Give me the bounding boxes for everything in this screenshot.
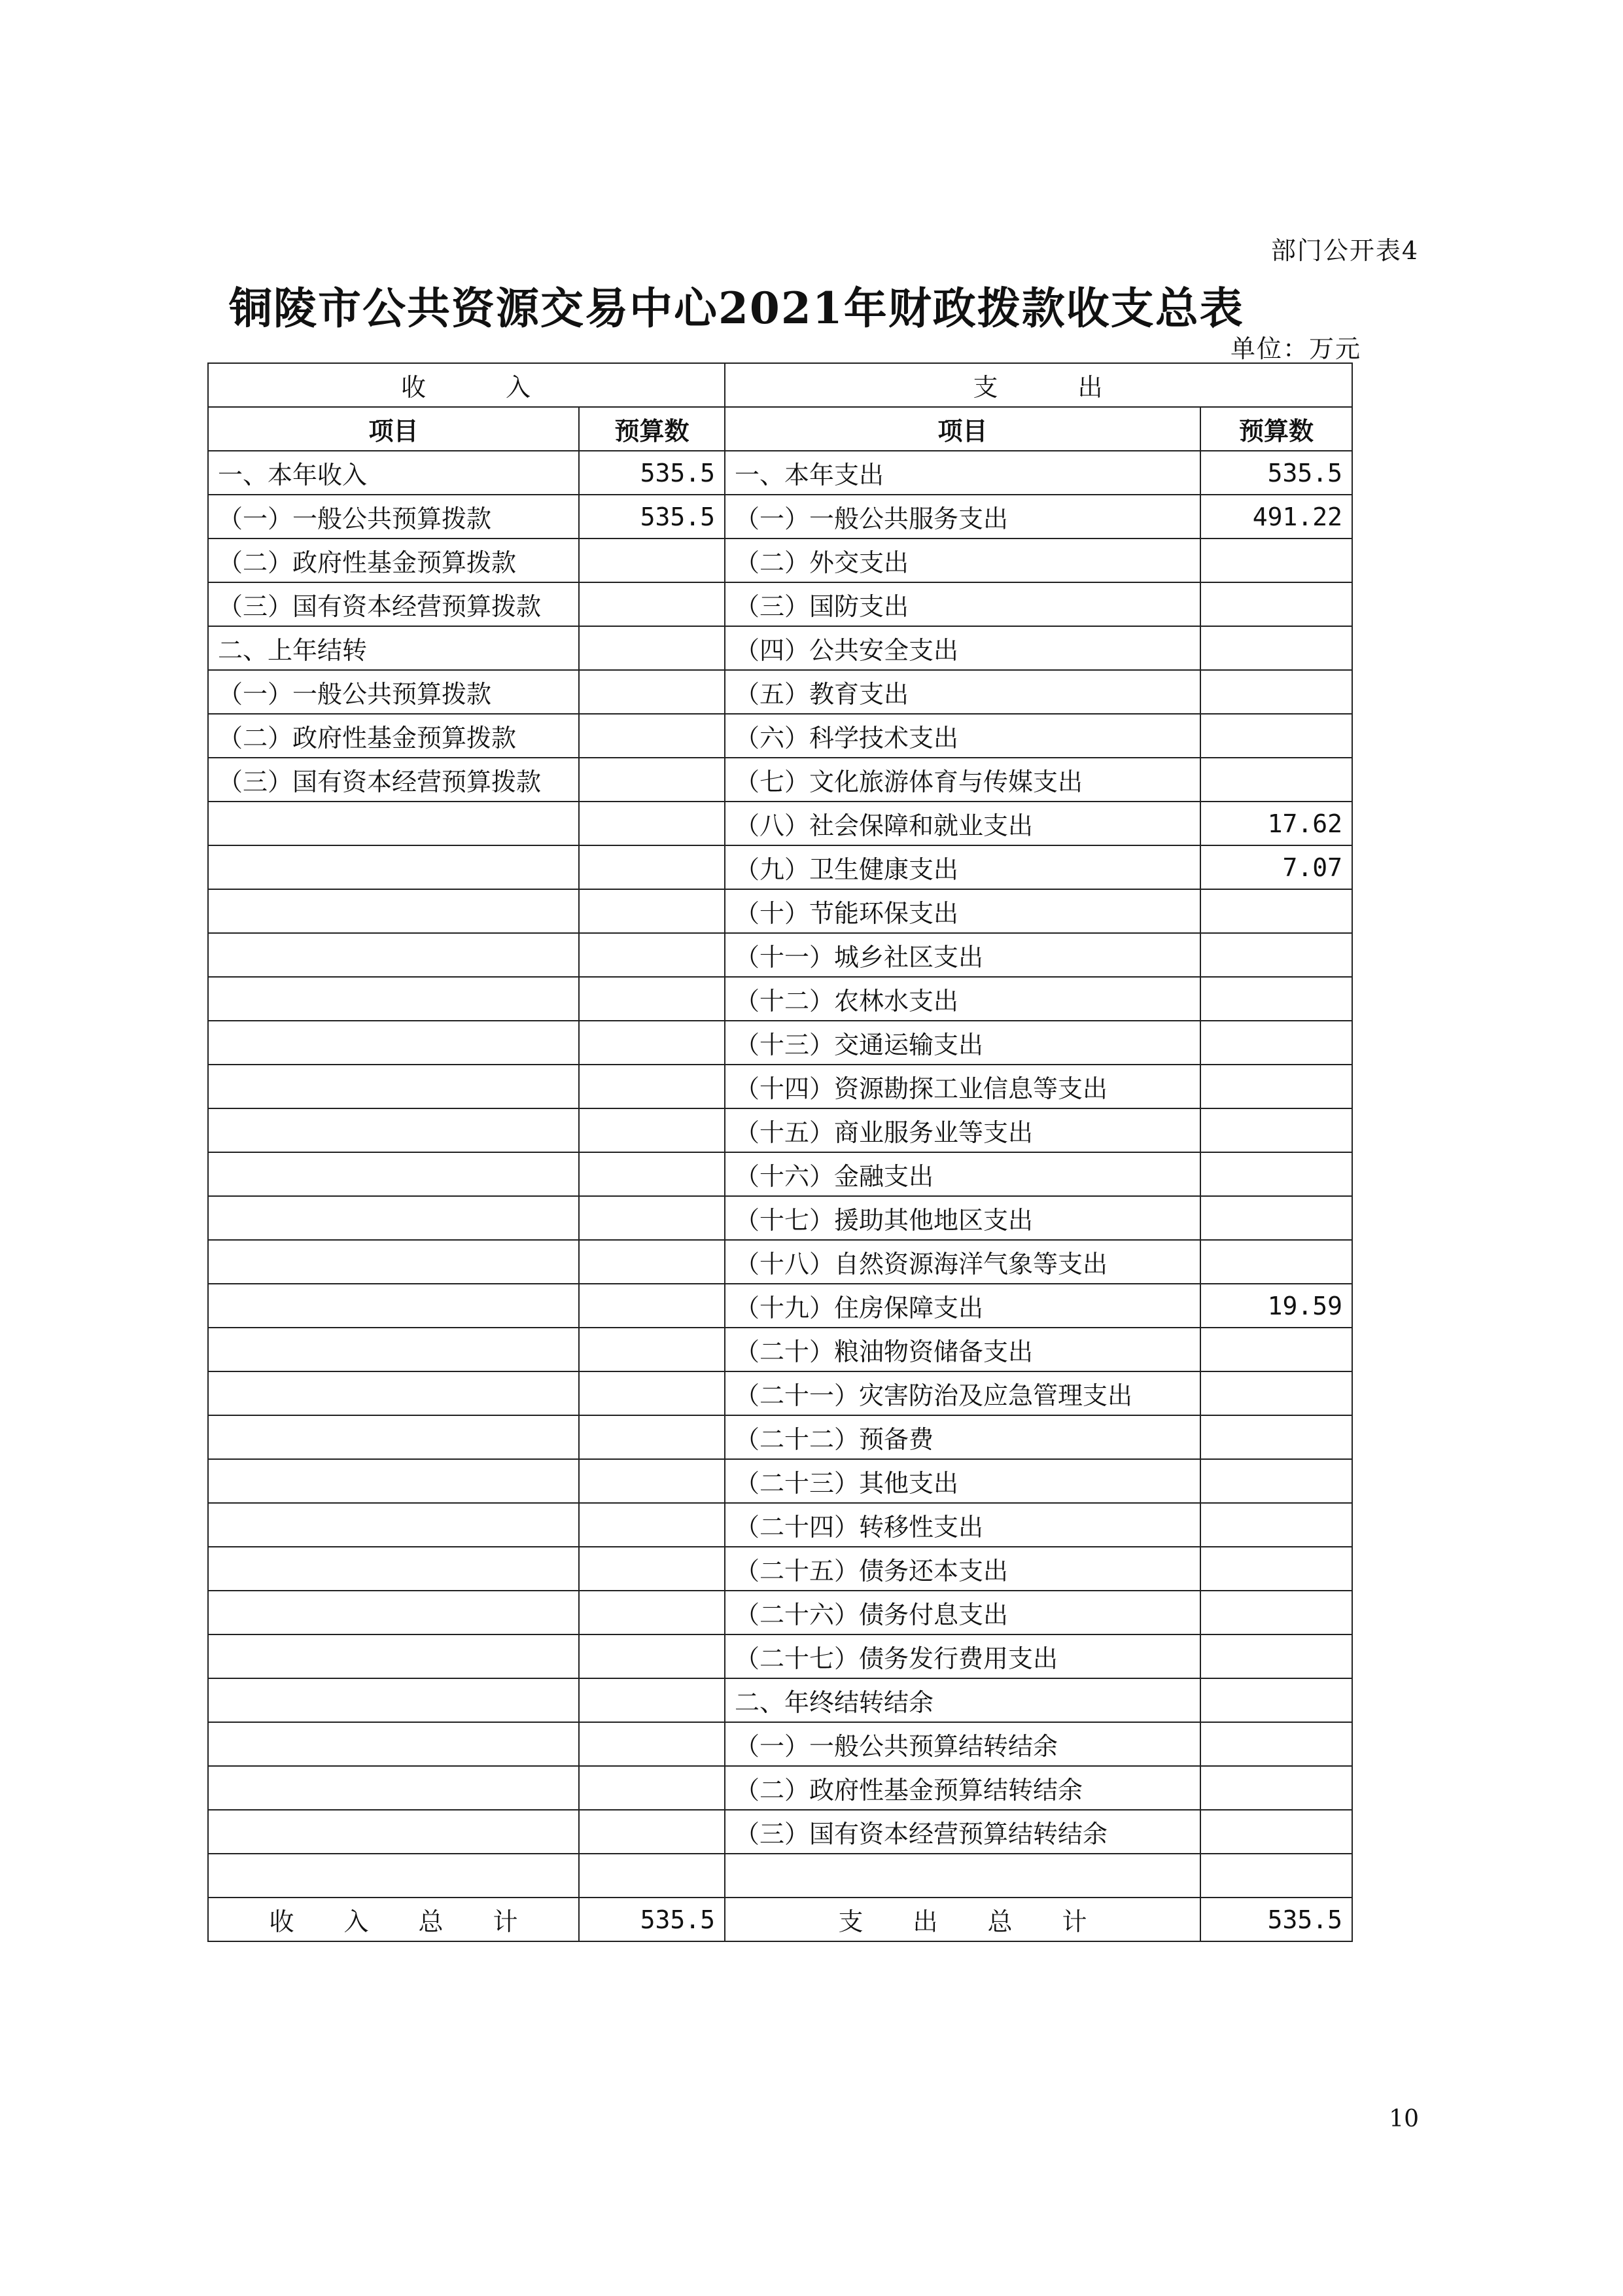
income-value-cell <box>579 1021 725 1065</box>
table-row <box>208 1065 1352 1108</box>
expense-item-cell: （二十一）灾害防治及应急管理支出 <box>725 1371 1200 1415</box>
table-row <box>208 1722 1352 1766</box>
table-row <box>208 1240 1352 1284</box>
page-number: 10 <box>1389 2106 1419 2132</box>
table-row <box>208 626 1352 670</box>
expense-item-cell: （六）科学技术支出 <box>725 714 1200 758</box>
income-item-cell <box>208 1240 579 1284</box>
expense-item-cell: （二十五）债务还本支出 <box>725 1547 1200 1591</box>
expense-value-cell <box>1200 1021 1352 1065</box>
income-value-cell <box>579 1284 725 1328</box>
page-title: 铜陵市公共资源交易中心2021年财政拨款收支总表 <box>229 283 1244 334</box>
income-item-cell <box>208 977 579 1021</box>
expense-value-cell: 535.5 <box>1200 451 1352 495</box>
expense-item-cell <box>725 1854 1200 1898</box>
income-item-cell <box>208 1766 579 1810</box>
expense-item-cell: （十三）交通运输支出 <box>725 1021 1200 1065</box>
expense-value-cell <box>1200 1459 1352 1503</box>
expense-value-cell: 7.07 <box>1200 845 1352 889</box>
income-item-cell <box>208 933 579 977</box>
income-item-cell: （三）国有资本经营预算拨款 <box>208 582 579 626</box>
expense-item-cell: （三）国防支出 <box>725 582 1200 626</box>
expense-value-cell <box>1200 1678 1352 1722</box>
expense-total-value: 535.5 <box>1200 1898 1352 1941</box>
income-total-value: 535.5 <box>579 1898 725 1941</box>
income-total-label: 收 入 总 计 <box>208 1898 579 1941</box>
income-item-cell <box>208 845 579 889</box>
income-value-cell <box>579 1766 725 1810</box>
expense-value-cell <box>1200 977 1352 1021</box>
table-row <box>208 714 1352 758</box>
income-item-cell <box>208 1108 579 1152</box>
income-item-cell: 二、上年结转 <box>208 626 579 670</box>
income-item-cell: （二）政府性基金预算拨款 <box>208 539 579 582</box>
expense-item-cell: （十）节能环保支出 <box>725 889 1200 933</box>
income-item-cell <box>208 1810 579 1854</box>
expense-item-cell: （十九）住房保障支出 <box>725 1284 1200 1328</box>
income-value-cell <box>579 802 725 845</box>
expense-value-cell <box>1200 1854 1352 1898</box>
income-item-cell <box>208 1591 579 1634</box>
income-value-cell <box>579 1371 725 1415</box>
income-value-cell <box>579 670 725 714</box>
header-income: 收 入 <box>208 363 725 407</box>
income-value-cell <box>579 977 725 1021</box>
table-row <box>208 758 1352 802</box>
expense-item-cell: （一）一般公共服务支出 <box>725 495 1200 539</box>
expense-item-cell: （二十三）其他支出 <box>725 1459 1200 1503</box>
table-row <box>208 582 1352 626</box>
expense-value-cell <box>1200 714 1352 758</box>
expense-item-cell: （十一）城乡社区支出 <box>725 933 1200 977</box>
expense-value-cell <box>1200 1415 1352 1459</box>
expense-value-cell <box>1200 1108 1352 1152</box>
table-row <box>208 977 1352 1021</box>
income-item-cell <box>208 1328 579 1371</box>
table-row <box>208 1503 1352 1547</box>
expense-item-cell: （十六）金融支出 <box>725 1152 1200 1196</box>
expense-value-cell <box>1200 758 1352 802</box>
table-row <box>208 802 1352 845</box>
expense-item-cell: （五）教育支出 <box>725 670 1200 714</box>
table-row <box>208 1152 1352 1196</box>
expense-value-cell <box>1200 582 1352 626</box>
income-item-cell <box>208 1196 579 1240</box>
table-row <box>208 1766 1352 1810</box>
expense-item-cell: （十二）农林水支出 <box>725 977 1200 1021</box>
income-value-cell <box>579 845 725 889</box>
income-item-cell: （三）国有资本经营预算拨款 <box>208 758 579 802</box>
income-value-cell <box>579 1634 725 1678</box>
income-value-cell <box>579 1152 725 1196</box>
expense-item-cell: （一）一般公共预算结转结余 <box>725 1722 1200 1766</box>
income-item-cell <box>208 1065 579 1108</box>
income-value-cell <box>579 1415 725 1459</box>
table-row <box>208 1371 1352 1415</box>
table-row <box>208 845 1352 889</box>
budget-table <box>207 362 1353 1942</box>
expense-value-cell <box>1200 933 1352 977</box>
income-value-cell <box>579 1678 725 1722</box>
income-value-cell <box>579 1722 725 1766</box>
expense-value-cell <box>1200 1240 1352 1284</box>
income-value-cell <box>579 1065 725 1108</box>
income-value-cell: 535.5 <box>579 451 725 495</box>
income-item-cell: 一、本年收入 <box>208 451 579 495</box>
expense-item-cell: 一、本年支出 <box>725 451 1200 495</box>
income-item-cell: （一）一般公共预算拨款 <box>208 670 579 714</box>
expense-item-cell: （二十七）债务发行费用支出 <box>725 1634 1200 1678</box>
income-value-cell <box>579 714 725 758</box>
header-row-sub <box>208 407 1352 451</box>
table-row <box>208 1328 1352 1371</box>
expense-item-cell: （二）外交支出 <box>725 539 1200 582</box>
table-row <box>208 1108 1352 1152</box>
expense-item-cell: （二十二）预备费 <box>725 1415 1200 1459</box>
header-income-budget: 预算数 <box>579 407 725 451</box>
expense-value-cell <box>1200 1065 1352 1108</box>
expense-value-cell <box>1200 1722 1352 1766</box>
expense-item-cell: 二、年终结转结余 <box>725 1678 1200 1722</box>
header-expense-budget: 预算数 <box>1200 407 1352 451</box>
table-row <box>208 1415 1352 1459</box>
expense-item-cell: （三）国有资本经营预算结转结余 <box>725 1810 1200 1854</box>
unit-label: 单位：万元 <box>1230 334 1361 363</box>
expense-value-cell: 19.59 <box>1200 1284 1352 1328</box>
income-item-cell <box>208 1503 579 1547</box>
table-row <box>208 1678 1352 1722</box>
header-row-main <box>208 363 1352 407</box>
expense-total-label: 支 出 总 计 <box>725 1898 1200 1941</box>
income-item-cell <box>208 802 579 845</box>
header-expense-item: 项目 <box>725 407 1200 451</box>
total-row <box>208 1898 1352 1941</box>
income-value-cell: 535.5 <box>579 495 725 539</box>
income-value-cell <box>579 1459 725 1503</box>
income-value-cell <box>579 626 725 670</box>
expense-value-cell <box>1200 889 1352 933</box>
table-row <box>208 1810 1352 1854</box>
income-value-cell <box>579 1503 725 1547</box>
income-item-cell: （二）政府性基金预算拨款 <box>208 714 579 758</box>
expense-item-cell: （二十四）转移性支出 <box>725 1503 1200 1547</box>
income-value-cell <box>579 1240 725 1284</box>
income-item-cell <box>208 1459 579 1503</box>
table-label: 部门公开表4 <box>1270 236 1419 265</box>
expense-item-cell: （八）社会保障和就业支出 <box>725 802 1200 845</box>
table-row <box>208 451 1352 495</box>
table-row <box>208 670 1352 714</box>
expense-item-cell: （九）卫生健康支出 <box>725 845 1200 889</box>
expense-value-cell <box>1200 670 1352 714</box>
income-item-cell <box>208 1547 579 1591</box>
income-item-cell <box>208 1415 579 1459</box>
expense-item-cell: （四）公共安全支出 <box>725 626 1200 670</box>
table-row <box>208 539 1352 582</box>
income-item-cell <box>208 1152 579 1196</box>
income-value-cell <box>579 758 725 802</box>
income-value-cell <box>579 1854 725 1898</box>
income-value-cell <box>579 1196 725 1240</box>
table-row <box>208 1591 1352 1634</box>
expense-value-cell <box>1200 1503 1352 1547</box>
income-value-cell <box>579 1108 725 1152</box>
income-item-cell <box>208 1678 579 1722</box>
income-value-cell <box>579 1547 725 1591</box>
table-row <box>208 1634 1352 1678</box>
expense-value-cell <box>1200 1152 1352 1196</box>
header-expense: 支 出 <box>725 363 1352 407</box>
income-value-cell <box>579 1810 725 1854</box>
expense-value-cell <box>1200 1591 1352 1634</box>
expense-item-cell: （十四）资源勘探工业信息等支出 <box>725 1065 1200 1108</box>
expense-value-cell <box>1200 1810 1352 1854</box>
table-row <box>208 1854 1352 1898</box>
income-item-cell <box>208 1634 579 1678</box>
income-item-cell <box>208 1284 579 1328</box>
expense-value-cell <box>1200 1328 1352 1371</box>
budget-table-body <box>208 363 1352 1941</box>
expense-item-cell: （十八）自然资源海洋气象等支出 <box>725 1240 1200 1284</box>
expense-value-cell <box>1200 626 1352 670</box>
expense-value-cell: 491.22 <box>1200 495 1352 539</box>
expense-item-cell: （十七）援助其他地区支出 <box>725 1196 1200 1240</box>
expense-item-cell: （十五）商业服务业等支出 <box>725 1108 1200 1152</box>
expense-value-cell <box>1200 1547 1352 1591</box>
table-row <box>208 1021 1352 1065</box>
expense-value-cell <box>1200 539 1352 582</box>
expense-value-cell <box>1200 1196 1352 1240</box>
table-row <box>208 933 1352 977</box>
table-row <box>208 889 1352 933</box>
table-row <box>208 1547 1352 1591</box>
income-value-cell <box>579 889 725 933</box>
expense-value-cell: 17.62 <box>1200 802 1352 845</box>
income-value-cell <box>579 539 725 582</box>
expense-value-cell <box>1200 1371 1352 1415</box>
income-value-cell <box>579 582 725 626</box>
expense-item-cell: （二）政府性基金预算结转结余 <box>725 1766 1200 1810</box>
table-row <box>208 1459 1352 1503</box>
income-item-cell <box>208 889 579 933</box>
expense-item-cell: （二十六）债务付息支出 <box>725 1591 1200 1634</box>
income-item-cell <box>208 1722 579 1766</box>
income-value-cell <box>579 1328 725 1371</box>
income-item-cell <box>208 1854 579 1898</box>
expense-value-cell <box>1200 1766 1352 1810</box>
expense-value-cell <box>1200 1634 1352 1678</box>
header-income-item: 项目 <box>208 407 579 451</box>
table-row <box>208 1196 1352 1240</box>
table-row <box>208 495 1352 539</box>
income-item-cell <box>208 1371 579 1415</box>
income-item-cell <box>208 1021 579 1065</box>
expense-item-cell: （七）文化旅游体育与传媒支出 <box>725 758 1200 802</box>
income-value-cell <box>579 933 725 977</box>
table-row <box>208 1284 1352 1328</box>
expense-item-cell: （二十）粮油物资储备支出 <box>725 1328 1200 1371</box>
income-value-cell <box>579 1591 725 1634</box>
income-item-cell: （一）一般公共预算拨款 <box>208 495 579 539</box>
